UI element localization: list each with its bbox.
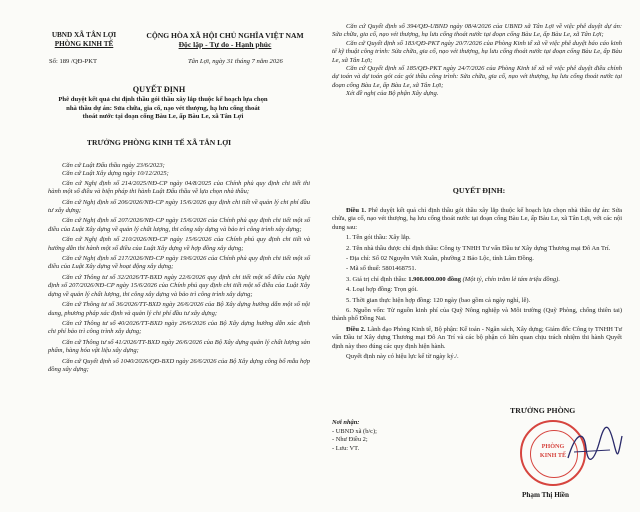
legal-basis-item: Căn cứ Thông tư số 36/2026/TT-BXD ngày 26/6/2026 của Bộ Xây dựng hướng dẫn một số nội dung, phương pháp xác định và quản lý chi phí đầu tư xây dựng; bbox=[48, 301, 310, 317]
article-1-item: 4. Loại hợp đồng: Trọn gói. bbox=[346, 286, 418, 294]
legal-basis-item: Xét đề nghị của Bộ phận Xây dựng. bbox=[346, 90, 439, 98]
article-2-body: Lãnh đạo Phòng Kinh tế, Bộ phận: Kế toán - Ngân sách, Xây dựng; Giám đốc Công ty TNHH Tư vấn Đầu tư Xây dựng Thương mại Đô An Trí và các bộ phận có liên quan chịu trách nhiệm thi hành Quyết định này theo đúng các quy định hiện hành. bbox=[332, 325, 623, 350]
org-line1: UBND XÃ TÂN LỢI bbox=[51, 31, 117, 39]
legal-basis-item: Căn cứ Luật Đấu thầu ngày 23/6/2023; bbox=[62, 162, 165, 169]
subject-line: thoát nước tại đoạn cống Bàu Le, ấp Bàu Le, xã Tân Lợi bbox=[82, 113, 244, 121]
nation-line1: CỘNG HÒA XÃ HỘI CHỦ NGHĨA VIỆT NAM bbox=[146, 31, 304, 40]
issuing-authority: TRƯỞNG PHÒNG KINH TẾ XÃ TÂN LỢI bbox=[86, 138, 232, 147]
article-1-item: 1. Tên gói thầu: Xây lắp. bbox=[346, 234, 411, 242]
article-1-item: 6. Nguồn vốn: Từ nguồn kinh phí của Quỹ Nông nghiệp và Môi trường (Quỹ Phòng, chống thiên tai) thành phố Đồng Nai. bbox=[332, 307, 622, 323]
legal-basis-item: Căn cứ Thông tư số 41/2026/TT-BXD ngày 26/6/2026 của Bộ Xây dựng quản lý chất lượng sản phẩm, hàng hóa vật liệu xây dựng; bbox=[48, 338, 310, 355]
legal-basis-item: Căn cứ Luật Xây dựng ngày 10/12/2025; bbox=[62, 170, 169, 178]
legal-basis-item: Căn cứ Nghị định số 217/2026/NĐ-CP ngày 19/6/2026 của Chính phủ quy định chi tiết một số điều của Luật Xây dựng về hoạt động xây dựng; bbox=[48, 255, 310, 271]
decision-subject bbox=[18, 96, 308, 122]
recipients-label: Nơi nhận: bbox=[332, 419, 360, 426]
recipients bbox=[332, 419, 377, 453]
article-1-item: - Mã số thuế: 5801468751. bbox=[346, 265, 417, 273]
article-2-lead: Điều 2. bbox=[346, 325, 366, 333]
legal-basis-item: Căn cứ Quyết định số 185/QĐ-PKT ngày 24/7/2026 của Phòng Kinh tế xã về việc phê duyệt điều chỉnh dự toán và dự toán gói các gói thầu công trình: Sửa chữa, gia cố, nạo vét thượng, hạ lưu cống thoát nước tại đoạn cống Bàu Le, ấp Bàu Le, xã Tân Lợi; bbox=[332, 65, 622, 89]
subject-line: Phê duyệt kết quả chỉ định thầu gói thầu xây lắp thuộc kế hoạch lựa chọn bbox=[58, 96, 268, 103]
legal-basis-list bbox=[48, 162, 310, 374]
seal-text-line: PHÒNG bbox=[541, 443, 565, 450]
nation-line2: Độc lập - Tự do - Hạnh phúc bbox=[178, 40, 272, 49]
legal-basis-item: Căn cứ Thông tư số 40/2026/TT-BXD ngày 26/6/2026 của Bộ Xây dựng hướng dẫn xác định chi phí bảo trì công trình xây dựng; bbox=[48, 319, 310, 336]
legal-basis-item: Căn cứ Nghị định số 214/2025/NĐ-CP ngày 04/8/2025 của Chính phủ quy định chi tiết thi hành một số điều và biện pháp thi hành Luật Đấu thầu về lựa chọn nhà thầu; bbox=[48, 179, 310, 196]
recipient-item: - Lưu: VT. bbox=[332, 444, 360, 452]
article-2 bbox=[332, 326, 622, 351]
legal-basis-item: Căn cứ Quyết định số 1040/2026/QĐ-BXD ngày 26/6/2026 của Bộ Xây dựng công bố mẫu hợp đồng xây dựng; bbox=[48, 357, 310, 373]
document-title: QUYẾT ĐỊNH bbox=[132, 85, 186, 94]
article-1-price bbox=[332, 276, 622, 284]
document-number: Số: 189 /QĐ-PKT bbox=[49, 58, 97, 65]
effective-clause: Quyết định này có hiệu lực kể từ ngày ký./. bbox=[346, 353, 459, 361]
signer-name: Phạm Thị Hiền bbox=[522, 491, 569, 499]
article-1-item: - Địa chỉ: Số 02 Nguyễn Viết Xuân, phường 2 Bảo Lộc, tỉnh Lâm Đồng. bbox=[346, 255, 534, 263]
legal-basis-continued bbox=[332, 23, 622, 99]
article-1-lead: Điều 1. bbox=[346, 207, 367, 214]
price-words: (Một tỷ, chín trăm lẻ tám triệu đồng). bbox=[461, 275, 560, 283]
legal-basis-item: Căn cứ Nghị định số 206/2026/NĐ-CP ngày 15/6/2026 quy định chi tiết về quản lý chi phí đầu tư xây dựng; bbox=[48, 198, 310, 215]
recipient-item: - UBND xã (b/c); bbox=[332, 427, 377, 435]
seal-text-line: KINH TẾ bbox=[539, 452, 567, 459]
article-1-item: 5. Thời gian thực hiện hợp đồng: 120 ngày (bao gồm cả ngày nghỉ, lễ). bbox=[346, 296, 531, 304]
recipient-item: - Như Điều 2; bbox=[332, 436, 368, 444]
legal-basis-item: Căn cứ Thông tư số 32/2026/TT-BXD ngày 22/6/2026 quy định chi tiết một số điều của Nghị định số 207/2026/NĐ-CP ngày 15/6/2026 của Chính phủ quy định chi tiết một số điều của Luật Xây dựng về quản lý chất lượng, thi công xây dựng và bảo trì công trình xây dựng; bbox=[48, 273, 310, 298]
price-prefix: 3. Giá trị chỉ định thầu: bbox=[346, 275, 409, 283]
legal-basis-item: Căn cứ Quyết định số 183/QĐ-PKT ngày 20/7/2026 của Phòng Kinh tế xã về việc phê duyệt báo cáo kinh tế kỹ thuật công trình: Sửa chữa, gia cố, nạo vét thượng, hạ lưu cống thoát nước tại đoạn cống Bàu Le, ấp Bàu Le, xã Tân Lợi; bbox=[332, 39, 622, 64]
article-1 bbox=[332, 207, 622, 362]
legal-basis-item: Căn cứ Nghị định số 207/2026/NĐ-CP ngày 15/6/2026 của Chính phủ quy định chi tiết một số điều của Luật Xây dựng về quản lý chất lượng, thi công xây dựng và bảo trì công trình xây dựng; bbox=[48, 217, 310, 233]
signer-title: TRƯỞNG PHÒNG bbox=[510, 406, 576, 415]
document-date: Tân Lợi, ngày 31 tháng 7 năm 2026 bbox=[188, 58, 283, 65]
subject-line: nhà thầu dự án: Sửa chữa, gia cố, nạo vét thượng, hạ lưu cống thoát bbox=[66, 104, 260, 112]
legal-basis-item: Căn cứ Quyết định số 394/QĐ-UBND ngày 08/4/2026 của UBND xã Tân Lợi về việc phê duyệt dự án: Sửa chữa, gia cố, nạo vét thượng, hạ lưu cống thoát nước tại đoạn cống Bàu Le, ấp Bàu Le, xã Tân Lợi; bbox=[332, 23, 622, 39]
article-1-item: 2. Tên nhà thầu được chỉ định thầu: Công ty TNHH Tư vấn Đầu tư Xây dựng Thương mại Đô An Trí. bbox=[346, 244, 611, 252]
org-line2: PHÒNG KINH TẾ bbox=[54, 40, 114, 48]
article-1-text bbox=[332, 207, 622, 232]
price-value: 1.908.000.000 đồng bbox=[408, 275, 462, 283]
decides-heading: QUYẾT ĐỊNH: bbox=[452, 186, 506, 195]
article-1-body: Phê duyệt kết quả chỉ định thầu gói thầu xây lắp thuộc kế hoạch lựa chọn nhà thầu dự án: Sửa chữa, gia cố, nạo vét thượng, hạ lưu cống thoát nước tại đoạn cống Bàu Le, ấp Bàu Le, xã Tân Lợi, với các nội dung sau: bbox=[332, 207, 623, 231]
handwritten-signature bbox=[564, 422, 624, 468]
legal-basis-item: Căn cứ Nghị định số 210/2026/NĐ-CP ngày 15/6/2026 của Chính phủ quy định chi tiết và hướng dẫn thi hành một số điều của Luật Xây dựng về hợp đồng xây dựng; bbox=[48, 236, 310, 252]
